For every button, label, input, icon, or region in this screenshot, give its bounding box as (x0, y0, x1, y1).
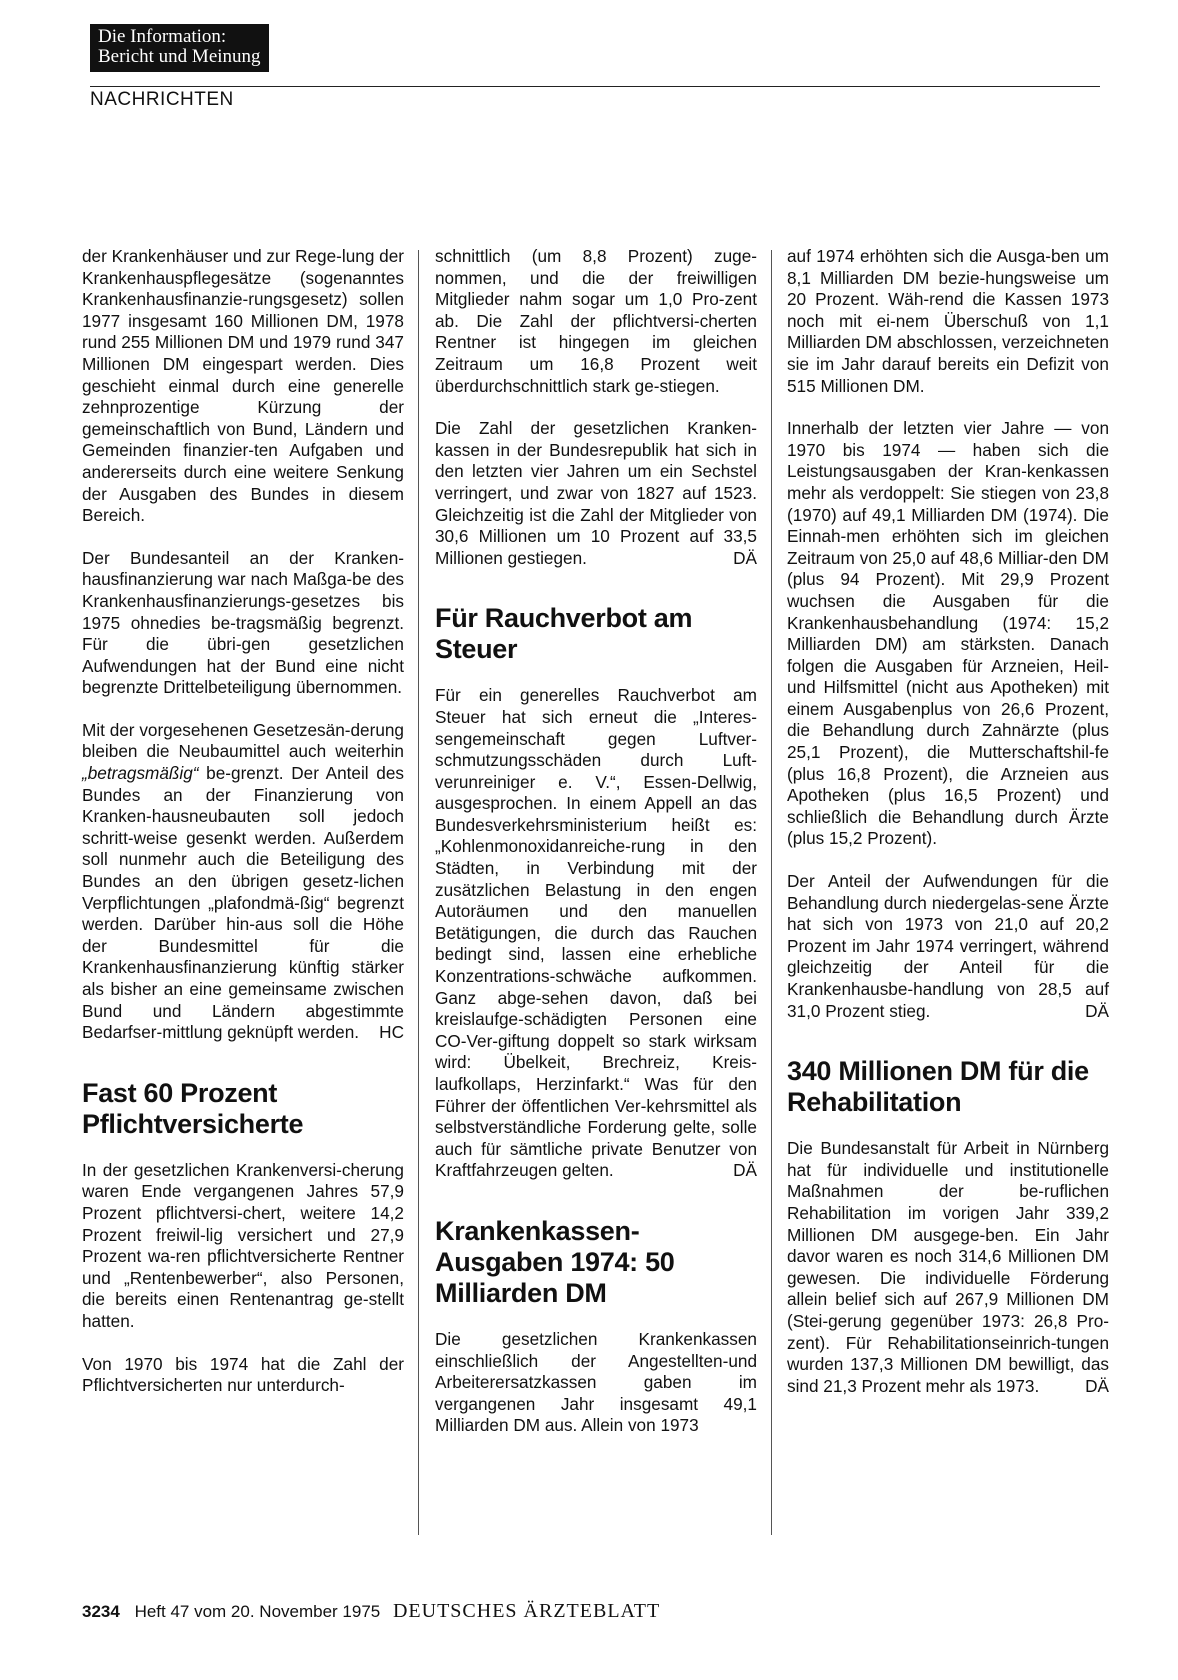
author-signature: DÄ (1085, 1375, 1109, 1396)
author-signature: DÄ (733, 547, 757, 568)
column-divider-2 (771, 250, 772, 1535)
article-heading: Fast 60 Prozent Pflichtversicherte (82, 1077, 304, 1139)
paragraph: Die gesetzlichen Krankenkassen einschließlich der Angestellten-und Arbeiterersatzkassen gaben im vergangenen Jahr insgesamt 49,1 Milliarden DM aus. Allein von 1973 (435, 1328, 757, 1436)
author-signature: DÄ (733, 1160, 757, 1181)
header-rule (90, 86, 1100, 87)
page-footer (82, 1600, 660, 1623)
page-number: 3234 (82, 1602, 120, 1621)
masthead-line-2: Bericht und Meinung (98, 46, 261, 67)
paragraph: Von 1970 bis 1974 hat die Zahl der Pflichtversicherten nur unterdurch- (82, 1353, 404, 1396)
paragraph (82, 720, 404, 1044)
masthead (90, 24, 269, 72)
author-signature: HC (379, 1022, 404, 1043)
paragraph (435, 418, 757, 569)
paragraph: Der Bundesanteil an der Kranken-hausfinanzierung war nach Maßga-be des Krankenhausfinanzierungs-gesetzes bis 1975 ohnedies be-tragsmäßig begrenzt. Für die übri-gen gesetzlichen Aufwendungen hat der Bund eine nicht begrenzte Drittelbeteiligung übernommen. (82, 547, 404, 698)
paragraph: Innerhalb der letzten vier Jahre — von 1970 bis 1974 — haben sich die Leistungsausgaben der Kran-kenkassen mehr als verdoppelt: Sie stiegen von 23,8 (1970) auf 49,1 Milliarden DM (1974). Die Einnah-men erhöhten sich im gleichen Zeitraum von 25,0 auf 48,6 Milliar-den DM (plus 94 Prozent). Mit 29,9 Prozent wuchsen die Ausgaben für die Krankenhausbehandlung (1974: 15,2 Milliarden DM) am stärksten. Danach folgen die Ausgaben für Arzneien, Heil- und Hilfsmittel (nicht aus Apotheken) mit einem Ausgabenplus von 26,6 Prozent, die Behandlung durch Zahnärzte (plus 25,1 Prozent), die Mutterschaftshil-fe (plus 16,8 Prozent), die Arzneien aus Apotheken (plus 16,5 Prozent) und schließlich die Behandlung durch Ärzte (plus 15,2 Prozent). (787, 418, 1109, 849)
paragraph: In der gesetzlichen Krankenversi-cherung waren Ende vergangenen Jahres 57,9 Prozent pflichtversi-chert, weitere 14,2 Prozent freiwil-lig versichert und 27,9 Prozent wa-ren pflichtversicherte Rentner und „Rentenbewerber“, also Personen, die bereits einen Rentenantrag ge-stellt hatten. (82, 1159, 404, 1331)
masthead-line-1: Die Information: (98, 26, 227, 47)
text-run: Für ein generelles Rauchverbot am Steuer hat sich erneut die „Interes-sengemeinschaft gegen Luftver-schmutzungsschäden durch Luft-verunreiniger e. V.“, Essen-Dellwig, ausgesprochen. In einem Appell an das Bundesverkehrsministerium heißt es: „Kohlenmonoxidanreiche-rung in den Städten, in Verbindung mit der zusätzlichen Belastung in den engen Autoräumen und den manuellen Betätigungen, die durch das Rauchen bedingt sind, lassen eine erhebliche Konzentrations-schwäche aufkommen. Ganz abge-sehen davon, daß bei kreislaufge-schädigten Personen eine CO-Ver-giftung doppelt so stark wirksam wird: Übelkeit, Brechreiz, Kreis-laufkollaps, Herzinfarkt.“ Was für den Führer der öffentlichen Ver-kehrsmittel als selbstverständliche Forderung gelte, solle auch für sämtliche private Benutzer von Kraftfahrzeugen gelten. (435, 685, 757, 1181)
text-run: Der Anteil der Aufwendungen für die Behandlung durch niedergelas-sene Ärzte hat sich von 1973 von 21,0 auf 20,2 Prozent im Jahr 1974 verringert, während gleichzeitig der Anteil für die Krankenhausbe-handlung von 28,5 auf 31,0 Prozent stieg. (787, 871, 1109, 1021)
article-heading: 340 Millionen DM für die Rehabilitation (787, 1056, 1089, 1118)
column-1 (82, 246, 404, 1418)
text-run: be-grenzt. Der Anteil des Bundes an der Finanzierung von Kranken-hausneubauten soll jedoch schritt-weise gesenkt werden. Außerdem soll nunmehr auch die Beteiligung des Bundes an den übrigen gesetz-lichen Verpflichtungen „plafondmä-ßig“ begrenzt werden. Darüber hin-aus soll die Höhe der Bundesmittel für die Krankenhausfinanzierung künftig stärker als bisher an eine gemeinsame zwischen Bund und Ländern abgestimmte Bedarfser-mittlung geknüpft werden. (82, 763, 404, 1043)
text-run: Mit der vorgesehenen Gesetzesän-derung bleiben die Neubaumittel auch weiterhin (82, 719, 404, 762)
paragraph: auf 1974 erhöhten sich die Ausga-ben um 8,1 Milliarden DM bezie-hungsweise um 20 Prozent. Wäh-rend die Kassen 1973 noch mit ei-nem Überschuß von 1,1 Milliarden DM abschlossen, verzeichneten sie im Jahr darauf bereits ein Defizit von 515 Millionen DM. (787, 246, 1109, 396)
issue-info: Heft 47 vom 20. November 1975 (134, 1602, 381, 1621)
section-label: NACHRICHTEN (90, 89, 234, 110)
text-run: Die Bundesanstalt für Arbeit in Nürnberg hat für individuelle und institutionelle Maßnahmen der be-ruflichen Rehabilitation im vorigen Jahr 339,2 Millionen DM ausgege-ben. Ein Jahr davor waren es noch 314,6 Millionen DM gewesen. Die individuelle Förderung allein belief sich auf 267,9 Millionen DM (Stei-gerung gegenüber 1973: 26,8 Pro-zent). Für Rehabilitationseinrich-tungen wurden 137,3 Millionen DM bewilligt, das sind 21,3 Prozent mehr als 1973. (787, 1138, 1109, 1396)
paragraph (787, 1138, 1109, 1397)
author-signature: DÄ (1085, 1000, 1109, 1021)
column-2 (435, 246, 757, 1458)
text-run: Die Zahl der gesetzlichen Kranken-kassen in der Bundesrepublik hat sich in den letzten vier Jahren um ein Sechstel verringert, und zwar von 1827 auf 1523. Gleichzeitig ist die Zahl der Mitglieder von 30,6 Millionen um 10 Prozent auf 33,5 Millionen gestiegen. (435, 418, 757, 568)
paragraph (787, 871, 1109, 1022)
paragraph (435, 685, 757, 1182)
article-heading: Krankenkassen-Ausgaben 1974: 50 Milliarden DM (435, 1215, 675, 1308)
article-heading: Für Rauchverbot am Steuer (435, 603, 693, 665)
column-divider-1 (418, 250, 419, 1535)
journal-name: DEUTSCHES ÄRZTEBLATT (392, 1600, 661, 1622)
paragraph: der Krankenhäuser und zur Rege-lung der Krankenhauspflegesätze (sogenanntes Krankenhausfinanzie-rungsgesetz) sollen 1977 insgesamt 160 Millionen DM, 1978 rund 255 Millionen DM und 1979 rund 347 Millionen DM eingespart werden. Dies geschieht einmal durch eine generelle zehnprozentige Kürzung der gemeinschaftlich von Bund, Ländern und Gemeinden finanzier-ten Aufgaben und andererseits durch eine weitere Senkung der Ausgaben des Bundes in diesem Bereich. (82, 246, 404, 526)
emphasis: „betragsmäßig“ (82, 763, 199, 784)
column-3 (787, 246, 1109, 1418)
paragraph: schnittlich (um 8,8 Prozent) zuge-nommen, und die der freiwilligen Mitglieder nahm sogar um 1,0 Pro-zent ab. Die Zahl der pflichtversi-cherten Rentner ist hingegen im gleichen Zeitraum um 16,8 Prozent weit überdurchschnittlich stark ge-stiegen. (435, 246, 757, 396)
